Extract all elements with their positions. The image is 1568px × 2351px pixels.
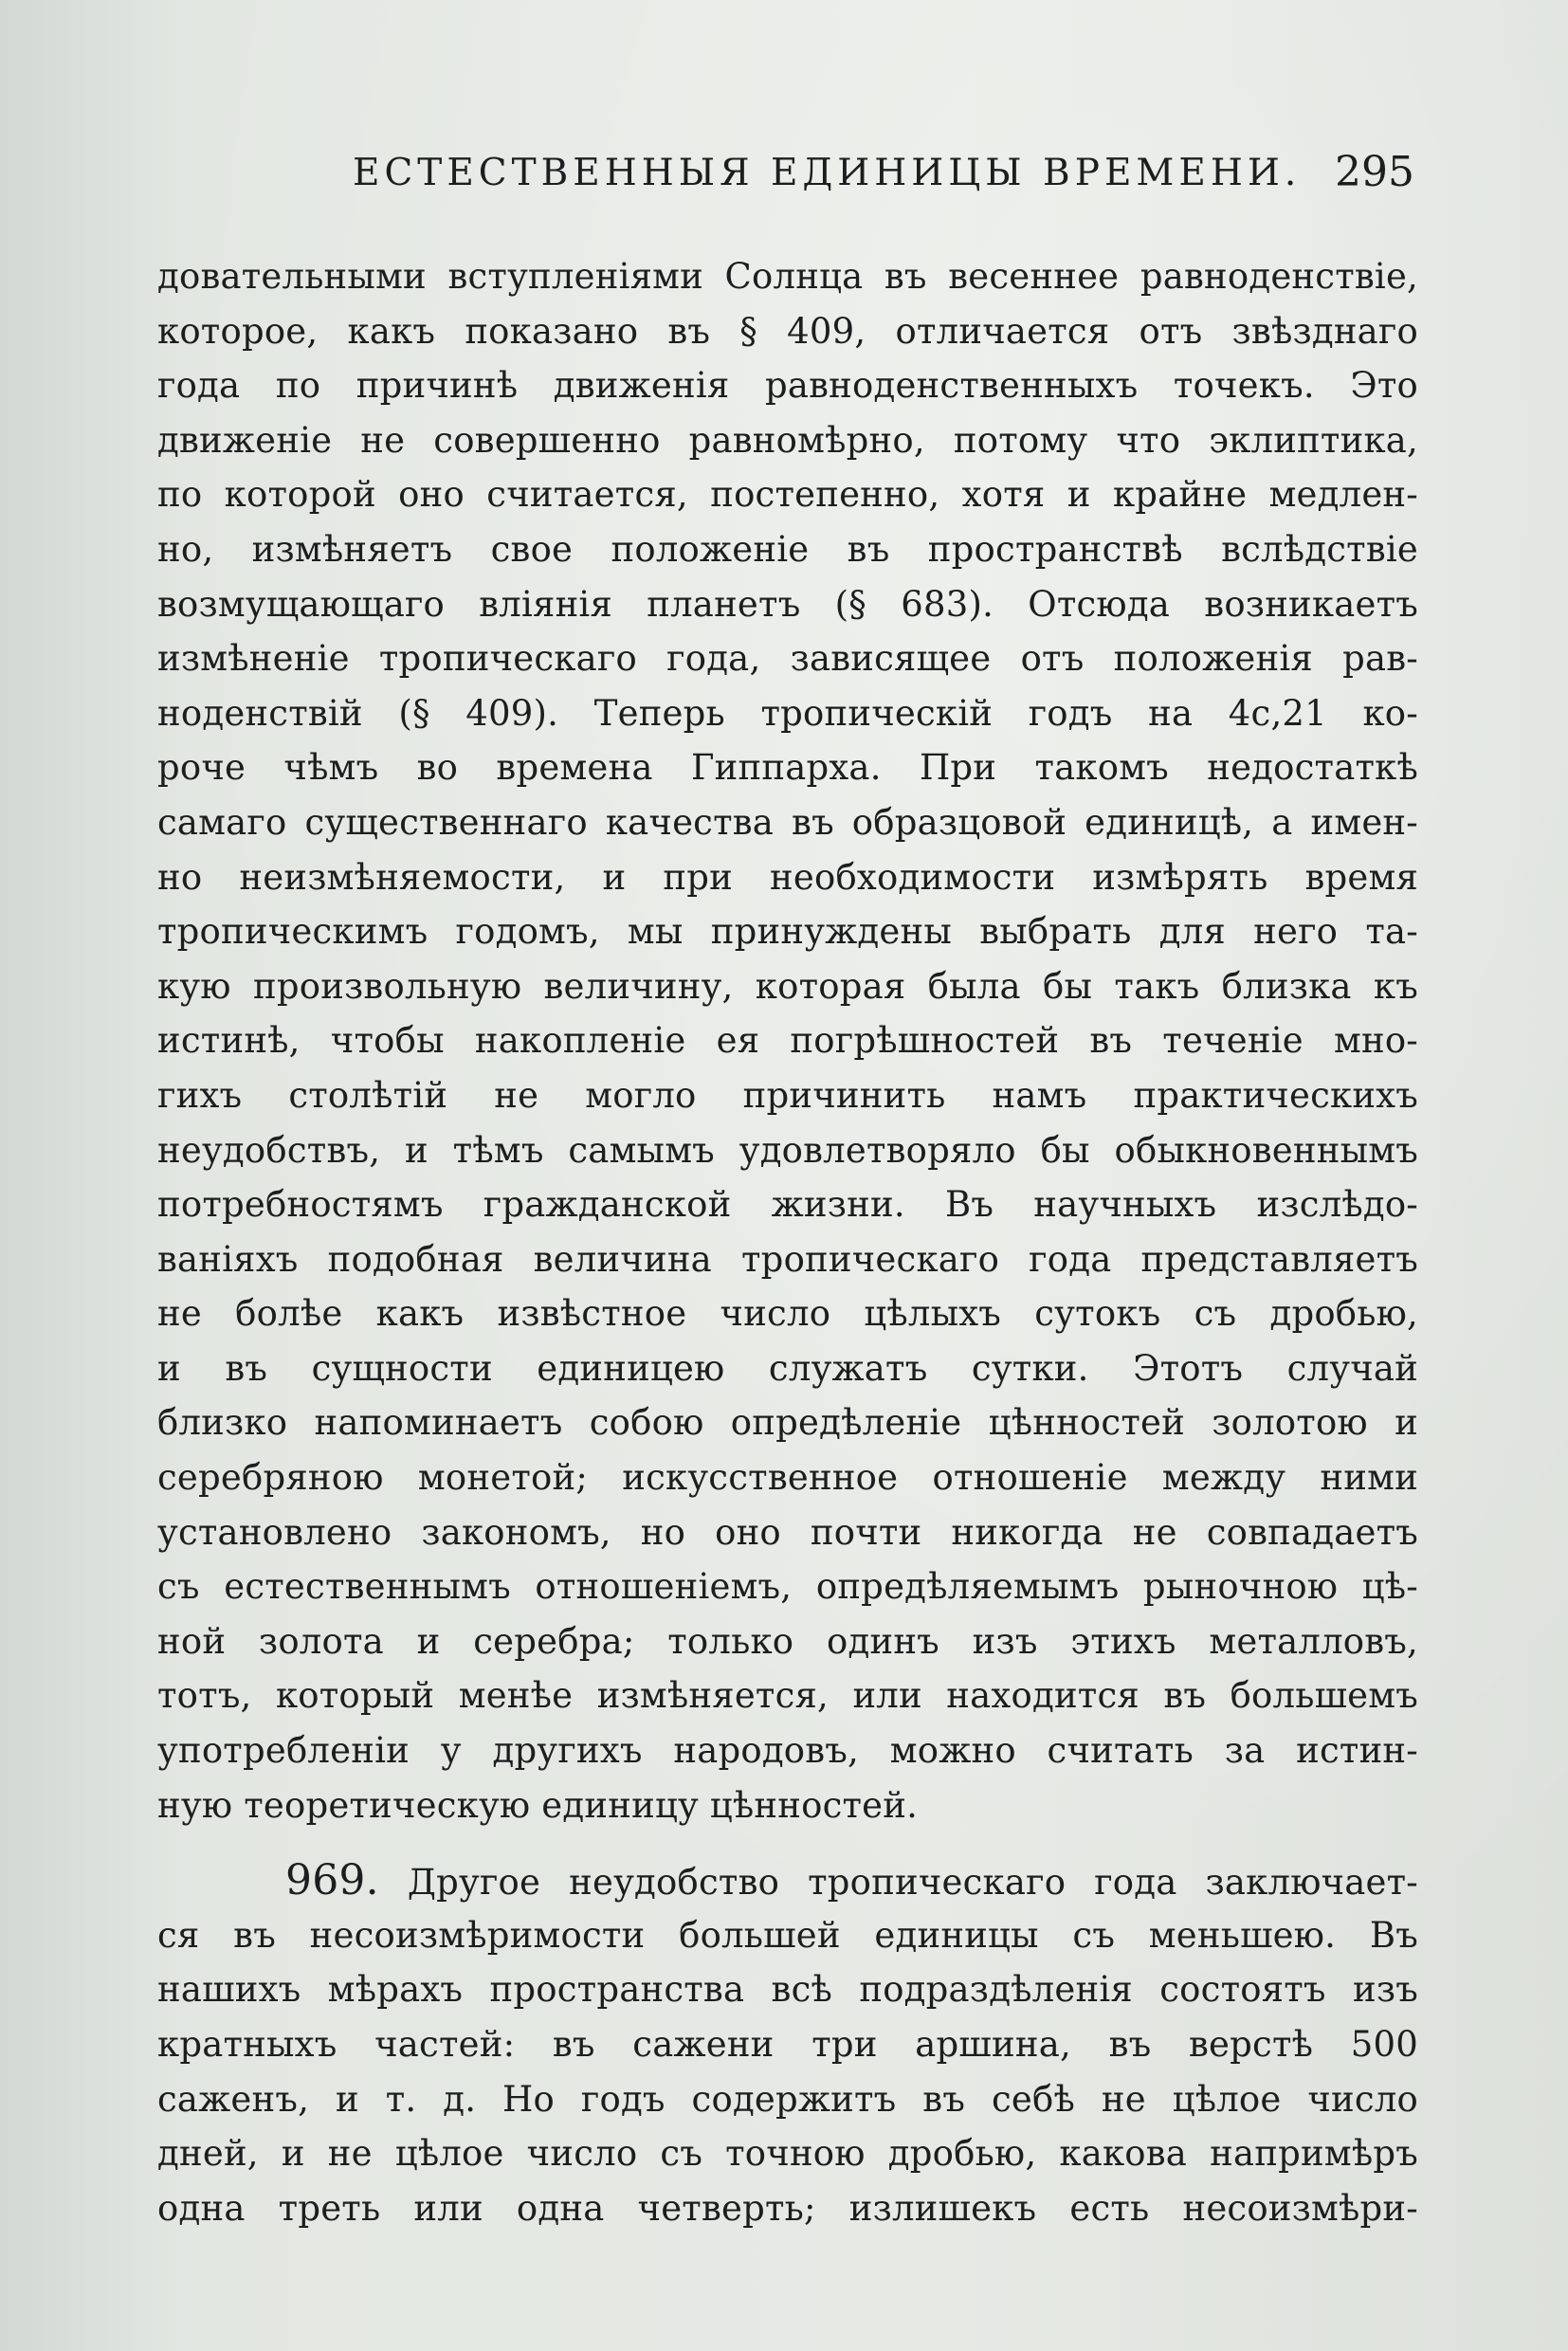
paragraph-969	[157, 1853, 1418, 2235]
text-line: ную теоретическую единицу цѣнностей.	[157, 1784, 919, 1826]
paragraph-gap	[157, 1832, 1418, 1853]
text-line: неудобствъ, и тѣмъ самымъ удовлетворяло бы обыкновеннымъ	[157, 1129, 1418, 1171]
text-run: Другое неудобство тропическаго года заключает-	[407, 1862, 1418, 1904]
body-text	[157, 249, 1418, 2235]
text-line: движеніе не совершенно равномѣрно, потому что эклиптика,	[157, 419, 1418, 461]
text-line: нашихъ мѣрахъ пространства всѣ подраздѣленія состоятъ изъ	[157, 1969, 1418, 2011]
text-line: истинѣ, чтобы накопленіе ея погрѣшностей въ теченіе мно-	[157, 1020, 1418, 1062]
section-number: 969.	[285, 1856, 379, 1905]
text-line: самаго существеннаго качества въ образцовой единицѣ, а имен-	[157, 801, 1418, 843]
text-line: тропическимъ годомъ, мы принуждены выбрать для него та-	[157, 911, 1418, 953]
paragraph-first-line	[157, 1853, 1418, 1908]
text-line: установлено закономъ, но оно почти никогда не совпадаетъ	[157, 1511, 1418, 1553]
text-line: довательными вступленіями Солнца въ весеннее равноденствіе,	[157, 256, 1418, 297]
text-line: гихъ столѣтій не могло причинить намъ практическихъ	[157, 1074, 1418, 1116]
text-line: года по причинѣ движенія равноденственныхъ точекъ. Это	[157, 365, 1418, 407]
text-line: ваніяхъ подобная величина тропическаго года представляетъ	[157, 1238, 1418, 1280]
text-line: тотъ, который менѣе измѣняется, или находится въ большемъ	[157, 1675, 1418, 1717]
text-line: роче чѣмъ во времена Гиппарха. При такомъ недостаткѣ	[157, 747, 1418, 789]
text-line: которое, какъ показано въ § 409, отличается отъ звѣзднаго	[157, 310, 1418, 352]
text-line: употребленіи у другихъ народовъ, можно считать за истин-	[157, 1730, 1418, 1772]
running-head: ЕСТЕСТВЕННЫЯ ЕДИНИЦЫ ВРЕМЕНИ.	[353, 152, 1302, 194]
text-line: близко напоминаетъ собою опредѣленіе цѣнностей золотою и	[157, 1402, 1418, 1444]
text-line: дней, и не цѣлое число съ точною дробью, какова напримѣръ	[157, 2133, 1418, 2175]
page-number: 295	[1335, 148, 1414, 196]
text-line: по которой оно считается, постепенно, хотя и крайне медлен-	[157, 474, 1418, 516]
text-line: но неизмѣняемости, и при необходимости измѣрять время	[157, 856, 1418, 898]
text-line: ся въ несоизмѣримости большей единицы съ меньшею. Въ	[157, 1914, 1418, 1956]
text-line: но, измѣняетъ свое положеніе въ пространствѣ вслѣдствіе	[157, 528, 1418, 570]
text-line: измѣненіе тропическаго года, зависящее отъ положенія рав-	[157, 638, 1418, 680]
text-line: не болѣе какъ извѣстное число цѣлыхъ сутокъ съ дробью,	[157, 1293, 1418, 1335]
text-line: ной золота и серебра; только одинъ изъ этихъ металловъ,	[157, 1620, 1418, 1662]
text-line: саженъ, и т. д. Но годъ содержитъ въ себѣ не цѣлое число	[157, 2078, 1418, 2120]
text-line: потребностямъ гражданской жизни. Въ научныхъ изслѣдо-	[157, 1184, 1418, 1226]
text-line: одна треть или одна четверть; излишекъ есть несоизмѣри-	[157, 2187, 1418, 2229]
text-line: ноденствій (§ 409). Теперь тропическій годъ на 4с,21 ко-	[157, 692, 1418, 734]
page-header	[220, 148, 1414, 209]
text-line: и въ сущности единицею служатъ сутки. Этотъ случай	[157, 1347, 1418, 1389]
text-line: кратныхъ частей: въ сажени три аршина, въ верстѣ 500	[157, 2024, 1418, 2065]
text-line: серебряною монетой; искусственное отношеніе между ними	[157, 1457, 1418, 1499]
paragraph-968-continuation	[157, 249, 1418, 1832]
text-line: съ естественнымъ отношеніемъ, опредѣляемымъ рыночною цѣ-	[157, 1566, 1418, 1608]
text-line: возмущающаго вліянія планетъ (§ 683). Отсюда возникаетъ	[157, 583, 1418, 625]
text-line: кую произвольную величину, которая была бы такъ близка къ	[157, 965, 1418, 1007]
